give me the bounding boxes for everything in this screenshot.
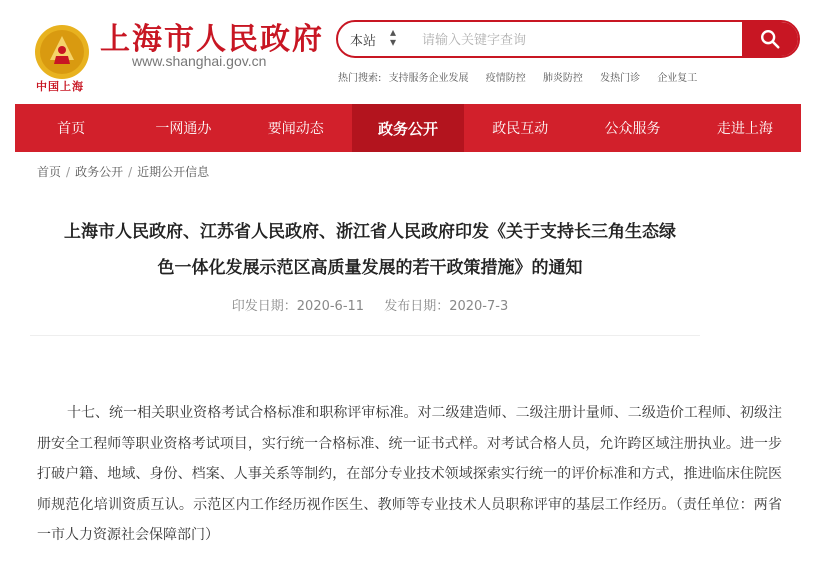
hot-search-link[interactable]: 发热门诊 — [600, 73, 641, 84]
search-button[interactable] — [742, 22, 798, 56]
hot-search — [338, 69, 711, 84]
hot-search-link[interactable]: 疫情防控 — [485, 73, 526, 84]
publish-date: 发布日期：2020-7-3 — [384, 299, 509, 314]
site-header — [0, 0, 814, 100]
nav-item-home[interactable]: 首页 — [57, 121, 86, 137]
article-title — [30, 214, 710, 286]
divider — [30, 335, 700, 336]
nav-item-interaction[interactable]: 政民互动 — [492, 121, 549, 137]
nav-item-online-services[interactable]: 一网通办 — [155, 121, 212, 137]
updown-arrow-icon[interactable]: ▴ ▾ — [390, 25, 397, 49]
breadcrumb — [37, 163, 209, 180]
breadcrumb-item[interactable]: 近期公开信息 — [137, 165, 210, 179]
shanghai-emblem-icon[interactable] — [32, 22, 92, 82]
nav-item-news[interactable]: 要闻动态 — [267, 121, 324, 137]
logo-subtitle: 中国上海 — [36, 80, 84, 93]
breadcrumb-item[interactable]: 首页 — [37, 165, 62, 179]
breadcrumb-separator: / — [128, 165, 133, 179]
breadcrumb-separator: / — [66, 165, 71, 179]
search-input[interactable] — [422, 28, 722, 52]
article-meta — [30, 295, 710, 314]
article-body: 十七、统一相关职业资格考试合格标准和职称评审标准。对二级建造师、二级注册计量师、二级造价工程师、初级注册安全工程师等职业资格考试项目，实行统一合格标准、统一证书式样。对考试合格人员，允许跨区域注册执业。进一步打破户籍、地域、身份、档案、人事关系等制约，在部分专业技术领域探索实行统一的评价标准和方式，推进临床住院医师规范化培训资质互认。示范区内工作经历视作医生、教师等专业技术人员职称评审的基层工作经历。（责任单位：两省一市人力资源社会保障部门） — [37, 405, 782, 543]
nav-item-public-services[interactable]: 公众服务 — [604, 121, 661, 137]
search-box — [336, 20, 800, 58]
hot-search-label: 热门搜索: — [338, 73, 382, 84]
site-url: www.shanghai.gov.cn — [132, 53, 267, 69]
hot-search-link[interactable]: 支持服务企业发展 — [388, 73, 469, 84]
site-title[interactable]: 上海市人民政府 — [100, 22, 324, 57]
nav-item-government-affairs[interactable]: 政务公开 — [352, 104, 464, 152]
search-scope-select[interactable]: 本站 — [350, 34, 377, 49]
hot-search-link[interactable]: 企业复工 — [657, 73, 698, 84]
article-title-line: 上海市人民政府、江苏省人民政府、浙江省人民政府印发《关于支持长三角生态绿 — [64, 222, 676, 242]
issue-date: 印发日期：2020-6-11 — [231, 299, 365, 314]
main-nav — [15, 104, 801, 152]
search-icon — [759, 28, 781, 50]
breadcrumb-item[interactable]: 政务公开 — [75, 165, 124, 179]
article-title-line: 色一体化发展示范区高质量发展的若干政策措施》的通知 — [157, 258, 583, 278]
hot-search-link[interactable]: 肺炎防控 — [542, 73, 583, 84]
nav-item-about-shanghai[interactable]: 走进上海 — [716, 121, 773, 137]
